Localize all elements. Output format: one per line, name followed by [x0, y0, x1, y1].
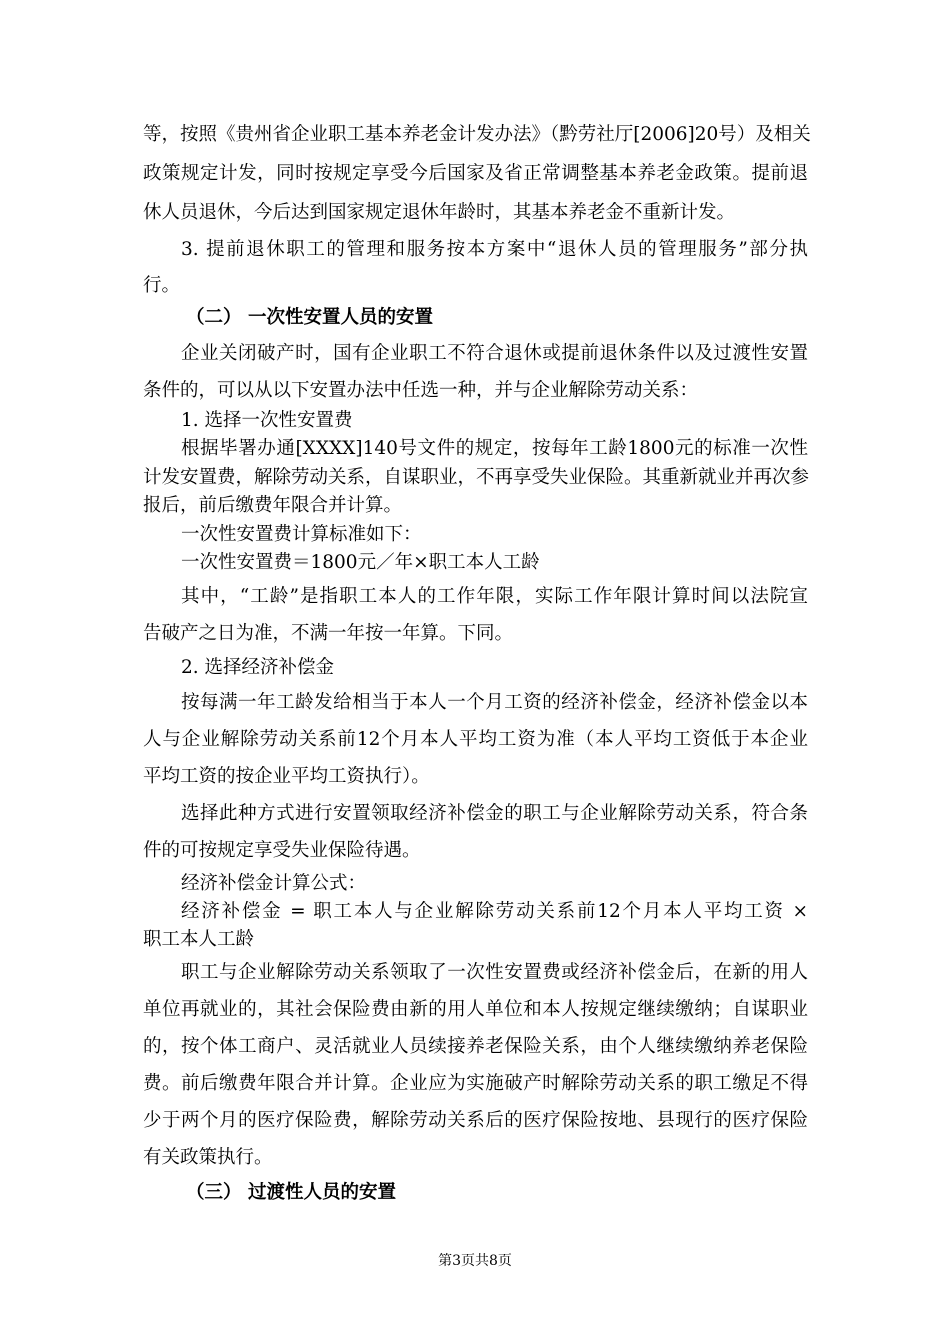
paragraph-line: 计发安置费，解除劳动关系，自谋职业，不再享受失业保险。其重新就业并再次参 — [143, 467, 810, 488]
section-heading: （二） 一次性安置人员的安置 — [186, 307, 433, 328]
formula-line: 一次性安置费＝1800元／年×职工本人工龄 — [181, 552, 540, 573]
subsection-heading: 1. 选择一次性安置费 — [181, 410, 353, 431]
formula-line: 经济补偿金 = 职工本人与企业解除劳动关系前12个月本人平均工资 × — [181, 901, 808, 922]
paragraph-line: 选择此种方式进行安置领取经济补偿金的职工与企业解除劳动关系，符合条 — [181, 803, 808, 824]
paragraph-line: 按每满一年工龄发给相当于本人一个月工资的经济补偿金，经济补偿金以本 — [181, 692, 808, 713]
paragraph-line: 告破产之日为准，不满一年按一年算。下同。 — [143, 623, 514, 644]
section-heading: （三） 过渡性人员的安置 — [186, 1182, 396, 1203]
paragraph-line: 有关政策执行。 — [143, 1147, 273, 1168]
paragraph-line: 人与企业解除劳动关系前12个月本人平均工资为准（本人平均工资低于本企业 — [143, 729, 808, 750]
paragraph-line: 其中，“工龄”是指职工本人的工作年限，实际工作年限计算时间以法院宣 — [181, 586, 808, 607]
paragraph-line: 平均工资的按企业平均工资执行）。 — [143, 766, 430, 787]
paragraph-line: 等，按照《贵州省企业职工基本养老金计发办法》（黔劳社厅[2006]20号）及相关 — [143, 124, 811, 145]
paragraph-line: 职工与企业解除劳动关系领取了一次性安置费或经济补偿金后，在新的用人 — [181, 962, 808, 983]
paragraph-line: 休人员退休，今后达到国家规定退休年龄时，其基本养老金不重新计发。 — [143, 202, 736, 223]
formula-line: 职工本人工龄 — [143, 929, 255, 950]
paragraph-line: 3. 提前退休职工的管理和服务按本方案中“退休人员的管理服务”部分执 — [181, 239, 808, 260]
paragraph-line: 企业关闭破产时，国有企业职工不符合退休或提前退休条件以及过渡性安置 — [181, 343, 808, 364]
paragraph-line: 经济补偿金计算公式： — [181, 873, 367, 894]
paragraph-line: 条件的，可以从以下安置办法中任选一种，并与企业解除劳动关系： — [143, 380, 699, 401]
paragraph-line: 报后，前后缴费年限合并计算。 — [143, 495, 403, 516]
paragraph-line: 一次性安置费计算标准如下： — [181, 524, 422, 545]
paragraph-line: 的，按个体工商户、灵活就业人员续接养老保险关系，由个人继续缴纳养老保险 — [143, 1036, 808, 1057]
paragraph-line: 单位再就业的，其社会保险费由新的用人单位和本人按规定继续缴纳；自谋职业 — [143, 999, 808, 1020]
paragraph-line: 少于两个月的医疗保险费，解除劳动关系后的医疗保险按地、县现行的医疗保险 — [143, 1110, 808, 1131]
paragraph-line: 件的可按规定享受失业保险待遇。 — [143, 840, 421, 861]
paragraph-line: 政策规定计发，同时按规定享受今后国家及省正常调整基本养老金政策。提前退 — [143, 163, 808, 184]
paragraph-line: 根据毕署办通[XXXX]140号文件的规定，按每年工龄1800元的标准一次性 — [181, 438, 808, 459]
page-number: 第3页共8页 — [438, 1253, 512, 1269]
paragraph-line: 行。 — [143, 275, 181, 296]
paragraph-line: 费。前后缴费年限合并计算。企业应为实施破产时解除劳动关系的职工缴足不得 — [143, 1073, 808, 1094]
subsection-heading: 2. 选择经济补偿金 — [181, 657, 335, 678]
